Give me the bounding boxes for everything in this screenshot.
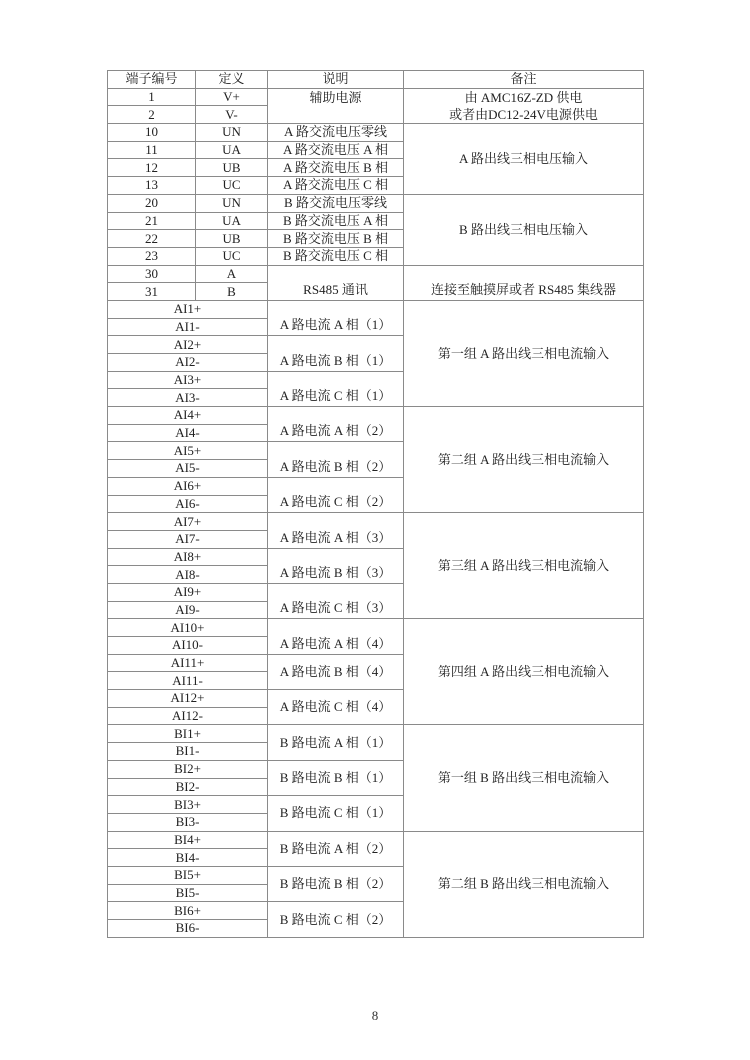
table-cell: UC [196, 177, 268, 195]
table-row [108, 619, 644, 637]
table-cell: B 路交流电压 C 相 [268, 247, 404, 265]
table-cell: 20 [108, 194, 196, 212]
table-cell: A 路电流 C 相（2） [268, 477, 404, 512]
table-row [108, 71, 644, 89]
table-cell: V- [196, 106, 268, 124]
table-cell: AI12+ [108, 690, 268, 708]
table-cell: B 路交流电压零线 [268, 194, 404, 212]
table-cell: BI5- [108, 884, 268, 902]
table-cell: 10 [108, 124, 196, 142]
table-cell: 1 [108, 88, 196, 106]
table-cell: AI2- [108, 354, 268, 372]
table-cell: A 路交流电压 A 相 [268, 141, 404, 159]
table-cell: 由 AMC16Z-ZD 供电 或者由DC12-24V电源供电 [404, 88, 644, 123]
table-cell: AI8+ [108, 548, 268, 566]
table-cell: BI4- [108, 849, 268, 867]
table-cell: UA [196, 141, 268, 159]
table-cell: A 路电流 C 相（1） [268, 371, 404, 406]
table-cell: A 路电流 A 相（1） [268, 300, 404, 335]
table-cell: B [196, 283, 268, 301]
table-cell: BI4+ [108, 831, 268, 849]
table-cell: 31 [108, 283, 196, 301]
table-row [108, 194, 644, 212]
table-cell: A 路电流 B 相（1） [268, 336, 404, 371]
table-cell: 连接至触摸屏或者 RS485 集线器 [404, 265, 644, 300]
table-cell: 第一组 B 路出线三相电流输入 [404, 725, 644, 831]
terminal-definition-table [107, 70, 644, 938]
table-cell: A 路电流 C 相（3） [268, 583, 404, 618]
table-cell: 21 [108, 212, 196, 230]
table-cell: AI12- [108, 707, 268, 725]
table-header-row [108, 71, 644, 89]
table-cell: 11 [108, 141, 196, 159]
column-header: 端子编号 [108, 71, 196, 89]
table-row [108, 88, 644, 106]
table-cell: 23 [108, 247, 196, 265]
table-cell: AI10- [108, 637, 268, 655]
table-cell: AI7+ [108, 513, 268, 531]
table-row [108, 265, 644, 283]
table-cell: A [196, 265, 268, 283]
table-cell: BI6+ [108, 902, 268, 920]
table-cell: AI3- [108, 389, 268, 407]
table-cell: V+ [196, 88, 268, 106]
table-cell: A 路电流 C 相（4） [268, 690, 404, 725]
table-cell: B 路电流 C 相（2） [268, 902, 404, 937]
table-row [108, 300, 644, 318]
table-cell: AI6+ [108, 477, 268, 495]
table-cell: A 路交流电压 B 相 [268, 159, 404, 177]
table-cell: UN [196, 124, 268, 142]
table-cell: B 路交流电压 A 相 [268, 212, 404, 230]
table-row [108, 513, 644, 531]
table-cell: AI6- [108, 495, 268, 513]
table-cell: A 路电流 B 相（4） [268, 654, 404, 689]
table-cell: UC [196, 247, 268, 265]
table-cell: 30 [108, 265, 196, 283]
table-cell: AI4+ [108, 407, 268, 425]
table-cell: UA [196, 212, 268, 230]
table-cell: 第三组 A 路出线三相电流输入 [404, 513, 644, 619]
page-number: 8 [371, 1008, 379, 1023]
table-row [108, 407, 644, 425]
table-cell: RS485 通讯 [268, 265, 404, 300]
table-cell: B 路电流 A 相（2） [268, 831, 404, 866]
column-header: 定义 [196, 71, 268, 89]
table-cell: UN [196, 194, 268, 212]
table-cell: BI3- [108, 813, 268, 831]
table-row [108, 124, 644, 142]
table-cell: A 路电流 A 相（4） [268, 619, 404, 654]
table-body [108, 88, 644, 937]
table-cell: AI4- [108, 424, 268, 442]
table-cell: AI10+ [108, 619, 268, 637]
table-cell: B 路交流电压 B 相 [268, 230, 404, 248]
table-cell: AI11+ [108, 654, 268, 672]
table-cell: AI2+ [108, 336, 268, 354]
table-cell: A 路出线三相电压输入 [404, 124, 644, 195]
table-cell: 2 [108, 106, 196, 124]
table-cell: UB [196, 159, 268, 177]
table-cell: B 路出线三相电压输入 [404, 194, 644, 265]
table-cell: A 路电流 A 相（2） [268, 407, 404, 442]
table-cell: BI2- [108, 778, 268, 796]
table-cell: A 路电流 A 相（3） [268, 513, 404, 548]
column-header: 说明 [268, 71, 404, 89]
table-cell: AI8- [108, 566, 268, 584]
table-cell: AI1+ [108, 300, 268, 318]
table-cell: AI9+ [108, 583, 268, 601]
table-cell: A 路交流电压 C 相 [268, 177, 404, 195]
table-cell: B 路电流 B 相（2） [268, 866, 404, 901]
table-cell: BI2+ [108, 760, 268, 778]
table-cell: 12 [108, 159, 196, 177]
table-cell: 第四组 A 路出线三相电流输入 [404, 619, 644, 725]
table-cell: A 路电流 B 相（3） [268, 548, 404, 583]
table-cell: B 路电流 A 相（1） [268, 725, 404, 760]
table-cell: 第二组 A 路出线三相电流输入 [404, 407, 644, 513]
table-cell: 辅助电源 [268, 88, 404, 123]
table-row [108, 831, 644, 849]
table-cell: BI3+ [108, 796, 268, 814]
table-cell: UB [196, 230, 268, 248]
table-cell: AI3+ [108, 371, 268, 389]
table-cell: AI5+ [108, 442, 268, 460]
table-cell: B 路电流 C 相（1） [268, 796, 404, 831]
table-cell: BI6- [108, 920, 268, 938]
table-cell: A 路交流电压零线 [268, 124, 404, 142]
table-cell: A 路电流 B 相（2） [268, 442, 404, 477]
table-cell: 第一组 A 路出线三相电流输入 [404, 300, 644, 406]
table-cell: 13 [108, 177, 196, 195]
table-cell: 22 [108, 230, 196, 248]
table-row [108, 725, 644, 743]
table-cell: AI7- [108, 530, 268, 548]
table-cell: 第二组 B 路出线三相电流输入 [404, 831, 644, 937]
table-cell: AI9- [108, 601, 268, 619]
table-cell: BI1+ [108, 725, 268, 743]
table-cell: AI1- [108, 318, 268, 336]
table-cell: B 路电流 B 相（1） [268, 760, 404, 795]
column-header: 备注 [404, 71, 644, 89]
table-cell: BI1- [108, 743, 268, 761]
table-cell: AI11- [108, 672, 268, 690]
table-cell: BI5+ [108, 866, 268, 884]
table-cell: AI5- [108, 460, 268, 478]
